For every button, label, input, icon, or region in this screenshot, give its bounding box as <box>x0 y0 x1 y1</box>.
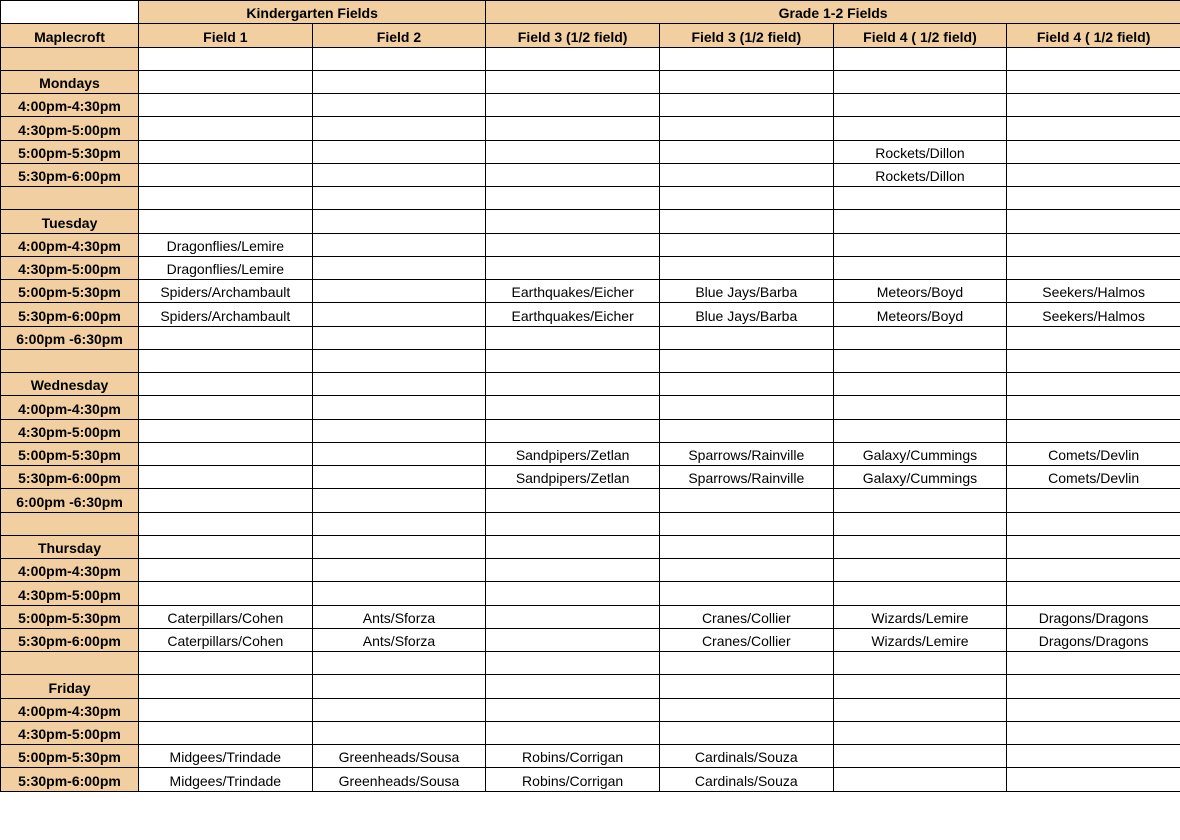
field-header[interactable]: Field 3 (1/2 field) <box>486 24 660 47</box>
schedule-cell[interactable] <box>312 233 486 256</box>
schedule-cell[interactable] <box>486 721 660 744</box>
schedule-cell[interactable]: Sandpipers/Zetlan <box>486 466 660 489</box>
schedule-cell[interactable] <box>312 698 486 721</box>
schedule-cell[interactable] <box>1007 326 1180 349</box>
schedule-cell[interactable]: Earthquakes/Eicher <box>486 280 660 303</box>
row-label-cell[interactable]: 4:30pm-5:00pm <box>1 419 139 442</box>
schedule-cell[interactable] <box>1007 233 1180 256</box>
group-header-grade-1-2[interactable]: Grade 1-2 Fields <box>486 1 1180 24</box>
schedule-cell[interactable] <box>139 582 313 605</box>
row-label-cell[interactable] <box>1 187 139 210</box>
schedule-cell[interactable]: Greenheads/Sousa <box>312 745 486 768</box>
schedule-cell[interactable] <box>1007 349 1180 372</box>
schedule-cell[interactable] <box>1007 489 1180 512</box>
schedule-row <box>1 326 1180 349</box>
schedule-cell[interactable] <box>139 163 313 186</box>
schedule-cell[interactable]: Dragonflies/Lemire <box>139 233 313 256</box>
row-label-cell[interactable]: 4:00pm-4:30pm <box>1 698 139 721</box>
row-label-cell[interactable]: 4:30pm-5:00pm <box>1 721 139 744</box>
schedule-cell[interactable] <box>486 675 660 698</box>
schedule-cell[interactable] <box>312 512 486 535</box>
row-label-cell[interactable]: 4:00pm-4:30pm <box>1 233 139 256</box>
schedule-cell[interactable] <box>833 675 1007 698</box>
schedule-cell[interactable] <box>833 768 1007 791</box>
schedule-cell[interactable] <box>833 187 1007 210</box>
schedule-cell[interactable] <box>659 396 833 419</box>
row-label-cell[interactable]: 6:00pm -6:30pm <box>1 489 139 512</box>
schedule-cell[interactable] <box>486 140 660 163</box>
field-header[interactable]: Field 3 (1/2 field) <box>659 24 833 47</box>
schedule-cell[interactable] <box>833 210 1007 233</box>
schedule-row <box>1 512 1180 535</box>
schedule-row <box>1 721 1180 744</box>
schedule-cell[interactable] <box>833 489 1007 512</box>
row-label-cell[interactable] <box>1 47 139 70</box>
schedule-cell[interactable]: Wizards/Lemire <box>833 628 1007 651</box>
schedule-cell[interactable] <box>1007 559 1180 582</box>
schedule-row <box>1 140 1180 163</box>
row-label-cell[interactable]: 4:30pm-5:00pm <box>1 582 139 605</box>
row-label-cell[interactable]: 5:30pm-6:00pm <box>1 163 139 186</box>
schedule-cell[interactable] <box>486 373 660 396</box>
schedule-cell[interactable] <box>1007 396 1180 419</box>
schedule-cell[interactable] <box>1007 419 1180 442</box>
field-header[interactable]: Field 2 <box>312 24 486 47</box>
schedule-cell[interactable] <box>1007 117 1180 140</box>
schedule-cell[interactable] <box>486 233 660 256</box>
schedule-row <box>1 745 1180 768</box>
row-label-cell[interactable] <box>1 652 139 675</box>
schedule-cell[interactable]: Cardinals/Souza <box>659 768 833 791</box>
schedule-cell[interactable]: Rockets/Dillon <box>833 140 1007 163</box>
schedule-cell[interactable] <box>486 163 660 186</box>
schedule-cell[interactable] <box>139 140 313 163</box>
schedule-row <box>1 256 1180 279</box>
schedule-cell[interactable] <box>486 582 660 605</box>
schedule-row <box>1 94 1180 117</box>
schedule-cell[interactable] <box>312 256 486 279</box>
schedule-cell[interactable] <box>312 396 486 419</box>
schedule-cell[interactable] <box>312 419 486 442</box>
row-label-cell[interactable]: Tuesday <box>1 210 139 233</box>
row-label-cell[interactable]: 5:00pm-5:30pm <box>1 280 139 303</box>
schedule-cell[interactable] <box>1007 187 1180 210</box>
schedule-row <box>1 489 1180 512</box>
schedule-cell[interactable] <box>312 163 486 186</box>
schedule-cell[interactable]: Robins/Corrigan <box>486 745 660 768</box>
row-label-cell[interactable]: 5:30pm-6:00pm <box>1 303 139 326</box>
schedule-cell[interactable]: Sparrows/Rainville <box>659 466 833 489</box>
schedule-cell[interactable] <box>1007 210 1180 233</box>
schedule-cell[interactable] <box>659 559 833 582</box>
schedule-cell[interactable]: Dragons/Dragons <box>1007 605 1180 628</box>
field-header[interactable]: Field 1 <box>139 24 313 47</box>
schedule-cell[interactable] <box>312 373 486 396</box>
schedule-cell[interactable] <box>659 187 833 210</box>
schedule-cell[interactable] <box>312 94 486 117</box>
schedule-cell[interactable] <box>486 256 660 279</box>
row-label-cell[interactable]: 5:00pm-5:30pm <box>1 745 139 768</box>
schedule-cell[interactable]: Midgees/Trindade <box>139 768 313 791</box>
group-header-row <box>1 1 1180 24</box>
schedule-cell[interactable] <box>659 70 833 93</box>
schedule-cell[interactable]: Blue Jays/Barba <box>659 280 833 303</box>
schedule-cell[interactable] <box>139 442 313 465</box>
schedule-row <box>1 233 1180 256</box>
schedule-cell[interactable] <box>139 94 313 117</box>
row-label-cell[interactable]: 5:00pm-5:30pm <box>1 140 139 163</box>
schedule-cell[interactable] <box>833 419 1007 442</box>
schedule-cell[interactable] <box>659 349 833 372</box>
schedule-cell[interactable] <box>486 47 660 70</box>
schedule-cell[interactable] <box>139 698 313 721</box>
schedule-cell[interactable] <box>1007 745 1180 768</box>
schedule-cell[interactable] <box>833 47 1007 70</box>
schedule-row <box>1 675 1180 698</box>
schedule-row <box>1 419 1180 442</box>
row-label-cell[interactable] <box>1 349 139 372</box>
schedule-cell[interactable] <box>139 187 313 210</box>
schedule-row <box>1 628 1180 651</box>
schedule-row <box>1 47 1180 70</box>
schedule-cell[interactable] <box>312 303 486 326</box>
schedule-cell[interactable] <box>833 233 1007 256</box>
schedule-cell[interactable] <box>659 210 833 233</box>
schedule-cell[interactable] <box>833 582 1007 605</box>
schedule-cell[interactable] <box>833 373 1007 396</box>
schedule-cell[interactable] <box>486 326 660 349</box>
row-label-cell[interactable]: 4:00pm-4:30pm <box>1 396 139 419</box>
schedule-row <box>1 187 1180 210</box>
schedule-cell[interactable] <box>833 326 1007 349</box>
schedule-cell[interactable] <box>139 373 313 396</box>
schedule-cell[interactable] <box>312 187 486 210</box>
schedule-cell[interactable] <box>833 698 1007 721</box>
schedule-cell[interactable]: Dragonflies/Lemire <box>139 256 313 279</box>
schedule-row <box>1 698 1180 721</box>
schedule-cell[interactable]: Ants/Sforza <box>312 605 486 628</box>
schedule-row <box>1 466 1180 489</box>
schedule-cell[interactable] <box>659 535 833 558</box>
schedule-cell[interactable] <box>1007 721 1180 744</box>
schedule-cell[interactable]: Rockets/Dillon <box>833 163 1007 186</box>
schedule-cell[interactable] <box>139 466 313 489</box>
schedule-cell[interactable]: Cranes/Collier <box>659 628 833 651</box>
corner-cell[interactable] <box>1 1 139 24</box>
schedule-cell[interactable] <box>139 652 313 675</box>
schedule-cell[interactable] <box>833 94 1007 117</box>
schedule-row <box>1 559 1180 582</box>
schedule-cell[interactable]: Seekers/Halmos <box>1007 280 1180 303</box>
schedule-cell[interactable] <box>833 652 1007 675</box>
schedule-row <box>1 349 1180 372</box>
row-label-cell[interactable]: Thursday <box>1 535 139 558</box>
schedule-cell[interactable] <box>833 535 1007 558</box>
schedule-cell[interactable] <box>659 582 833 605</box>
schedule-cell[interactable] <box>486 419 660 442</box>
schedule-cell[interactable]: Blue Jays/Barba <box>659 303 833 326</box>
schedule-cell[interactable] <box>1007 256 1180 279</box>
schedule-cell[interactable] <box>1007 652 1180 675</box>
schedule-cell[interactable] <box>833 117 1007 140</box>
schedule-cell[interactable] <box>486 210 660 233</box>
schedule-cell[interactable] <box>1007 373 1180 396</box>
schedule-cell[interactable]: Midgees/Trindade <box>139 745 313 768</box>
schedule-cell[interactable] <box>1007 768 1180 791</box>
schedule-row <box>1 442 1180 465</box>
schedule-cell[interactable] <box>312 675 486 698</box>
schedule-cell[interactable] <box>139 721 313 744</box>
row-label-cell[interactable]: 5:30pm-6:00pm <box>1 768 139 791</box>
row-label-cell[interactable]: 5:00pm-5:30pm <box>1 442 139 465</box>
schedule-cell[interactable] <box>486 628 660 651</box>
schedule-cell[interactable] <box>486 652 660 675</box>
schedule-row <box>1 605 1180 628</box>
schedule-cell[interactable] <box>312 652 486 675</box>
schedule-cell[interactable] <box>139 117 313 140</box>
schedule-row <box>1 535 1180 558</box>
schedule-cell[interactable] <box>312 117 486 140</box>
schedule-row <box>1 163 1180 186</box>
schedule-row <box>1 396 1180 419</box>
schedule-cell[interactable] <box>486 70 660 93</box>
schedule-cell[interactable]: Sandpipers/Zetlan <box>486 442 660 465</box>
schedule-body <box>1 1 1180 792</box>
schedule-cell[interactable] <box>139 489 313 512</box>
schedule-cell[interactable] <box>139 70 313 93</box>
schedule-cell[interactable] <box>659 163 833 186</box>
schedule-row <box>1 70 1180 93</box>
schedule-cell[interactable] <box>1007 140 1180 163</box>
schedule-cell[interactable] <box>659 721 833 744</box>
schedule-cell[interactable]: Cranes/Collier <box>659 605 833 628</box>
schedule-cell[interactable] <box>139 512 313 535</box>
schedule-cell[interactable] <box>1007 512 1180 535</box>
row-label-cell[interactable]: 5:00pm-5:30pm <box>1 605 139 628</box>
schedule-cell[interactable] <box>312 70 486 93</box>
schedule-cell[interactable]: Meteors/Boyd <box>833 280 1007 303</box>
schedule-cell[interactable]: Spiders/Archambault <box>139 280 313 303</box>
schedule-cell[interactable] <box>312 210 486 233</box>
schedule-cell[interactable]: Caterpillars/Cohen <box>139 628 313 651</box>
schedule-cell[interactable] <box>312 721 486 744</box>
schedule-cell[interactable] <box>659 489 833 512</box>
schedule-cell[interactable] <box>486 605 660 628</box>
schedule-cell[interactable] <box>659 256 833 279</box>
schedule-cell[interactable] <box>1007 535 1180 558</box>
schedule-cell[interactable] <box>1007 70 1180 93</box>
schedule-cell[interactable] <box>139 396 313 419</box>
schedule-cell[interactable] <box>139 326 313 349</box>
schedule-cell[interactable] <box>139 419 313 442</box>
schedule-cell[interactable]: Ants/Sforza <box>312 628 486 651</box>
schedule-cell[interactable] <box>659 117 833 140</box>
row-label-cell[interactable]: 4:30pm-5:00pm <box>1 117 139 140</box>
schedule-cell[interactable] <box>312 466 486 489</box>
schedule-cell[interactable] <box>486 117 660 140</box>
schedule-row <box>1 768 1180 791</box>
schedule-cell[interactable]: Spiders/Archambault <box>139 303 313 326</box>
schedule-cell[interactable] <box>833 559 1007 582</box>
schedule-cell[interactable]: Greenheads/Sousa <box>312 768 486 791</box>
schedule-cell[interactable]: Sparrows/Rainville <box>659 442 833 465</box>
schedule-cell[interactable] <box>659 512 833 535</box>
schedule-cell[interactable] <box>139 675 313 698</box>
schedule-cell[interactable] <box>139 535 313 558</box>
row-label-cell[interactable]: Wednesday <box>1 373 139 396</box>
schedule-cell[interactable] <box>659 326 833 349</box>
schedule-cell[interactable] <box>659 373 833 396</box>
schedule-cell[interactable] <box>139 559 313 582</box>
row-label-cell[interactable]: 6:00pm -6:30pm <box>1 326 139 349</box>
schedule-cell[interactable] <box>312 559 486 582</box>
field-header[interactable]: Field 4 ( 1/2 field) <box>833 24 1007 47</box>
schedule-cell[interactable]: Comets/Devlin <box>1007 466 1180 489</box>
schedule-cell[interactable]: Galaxy/Cummings <box>833 466 1007 489</box>
schedule-cell[interactable] <box>659 419 833 442</box>
schedule-cell[interactable]: Caterpillars/Cohen <box>139 605 313 628</box>
schedule-cell[interactable] <box>486 396 660 419</box>
schedule-cell[interactable]: Dragons/Dragons <box>1007 628 1180 651</box>
schedule-row <box>1 582 1180 605</box>
schedule-cell[interactable] <box>486 698 660 721</box>
schedule-cell[interactable] <box>659 675 833 698</box>
schedule-cell[interactable]: Robins/Corrigan <box>486 768 660 791</box>
schedule-cell[interactable] <box>486 535 660 558</box>
schedule-cell[interactable] <box>833 70 1007 93</box>
group-header-kindergarten[interactable]: Kindergarten Fields <box>139 1 486 24</box>
schedule-cell[interactable]: Meteors/Boyd <box>833 303 1007 326</box>
schedule-cell[interactable] <box>486 349 660 372</box>
schedule-cell[interactable] <box>312 280 486 303</box>
schedule-cell[interactable] <box>312 47 486 70</box>
schedule-cell[interactable] <box>833 349 1007 372</box>
schedule-cell[interactable] <box>833 396 1007 419</box>
schedule-cell[interactable]: Comets/Devlin <box>1007 442 1180 465</box>
schedule-cell[interactable] <box>486 94 660 117</box>
row-label-cell[interactable]: 4:30pm-5:00pm <box>1 256 139 279</box>
schedule-cell[interactable] <box>139 47 313 70</box>
row-label-cell[interactable]: Mondays <box>1 70 139 93</box>
schedule-cell[interactable] <box>486 559 660 582</box>
schedule-cell[interactable] <box>486 512 660 535</box>
schedule-cell[interactable] <box>139 349 313 372</box>
schedule-cell[interactable] <box>1007 47 1180 70</box>
schedule-cell[interactable] <box>659 47 833 70</box>
schedule-cell[interactable] <box>833 256 1007 279</box>
schedule-cell[interactable] <box>1007 675 1180 698</box>
schedule-row <box>1 303 1180 326</box>
row-label-cell[interactable]: 4:00pm-4:30pm <box>1 94 139 117</box>
schedule-cell[interactable] <box>659 233 833 256</box>
schedule-cell[interactable]: Earthquakes/Eicher <box>486 303 660 326</box>
schedule-cell[interactable] <box>1007 582 1180 605</box>
schedule-cell[interactable] <box>659 140 833 163</box>
row-label-cell[interactable]: 5:30pm-6:00pm <box>1 628 139 651</box>
schedule-row <box>1 117 1180 140</box>
row-label-cell[interactable]: 4:00pm-4:30pm <box>1 559 139 582</box>
schedule-cell[interactable]: Cardinals/Souza <box>659 745 833 768</box>
schedule-cell[interactable] <box>833 512 1007 535</box>
schedule-cell[interactable] <box>312 489 486 512</box>
schedule-cell[interactable] <box>312 442 486 465</box>
schedule-cell[interactable] <box>486 187 660 210</box>
schedule-cell[interactable] <box>312 535 486 558</box>
schedule-cell[interactable]: Wizards/Lemire <box>833 605 1007 628</box>
schedule-cell[interactable] <box>659 94 833 117</box>
schedule-cell[interactable] <box>312 349 486 372</box>
schedule-cell[interactable] <box>1007 94 1180 117</box>
schedule-row <box>1 373 1180 396</box>
schedule-row <box>1 210 1180 233</box>
schedule-cell[interactable]: Galaxy/Cummings <box>833 442 1007 465</box>
schedule-cell[interactable] <box>833 745 1007 768</box>
field-header-row <box>1 24 1180 47</box>
schedule-cell[interactable] <box>659 698 833 721</box>
schedule-cell[interactable] <box>312 140 486 163</box>
row-label-cell[interactable]: Friday <box>1 675 139 698</box>
schedule-cell[interactable] <box>139 210 313 233</box>
field-header[interactable]: Field 4 ( 1/2 field) <box>1007 24 1180 47</box>
schedule-cell[interactable] <box>833 721 1007 744</box>
row-label-cell[interactable] <box>1 512 139 535</box>
schedule-row <box>1 652 1180 675</box>
schedule-row <box>1 280 1180 303</box>
schedule-cell[interactable]: Seekers/Halmos <box>1007 303 1180 326</box>
schedule-cell[interactable] <box>659 652 833 675</box>
schedule-cell[interactable] <box>312 582 486 605</box>
site-label[interactable]: Maplecroft <box>1 24 139 47</box>
schedule-cell[interactable] <box>486 489 660 512</box>
schedule-cell[interactable] <box>1007 163 1180 186</box>
schedule-cell[interactable] <box>312 326 486 349</box>
row-label-cell[interactable]: 5:30pm-6:00pm <box>1 466 139 489</box>
schedule-cell[interactable] <box>1007 698 1180 721</box>
